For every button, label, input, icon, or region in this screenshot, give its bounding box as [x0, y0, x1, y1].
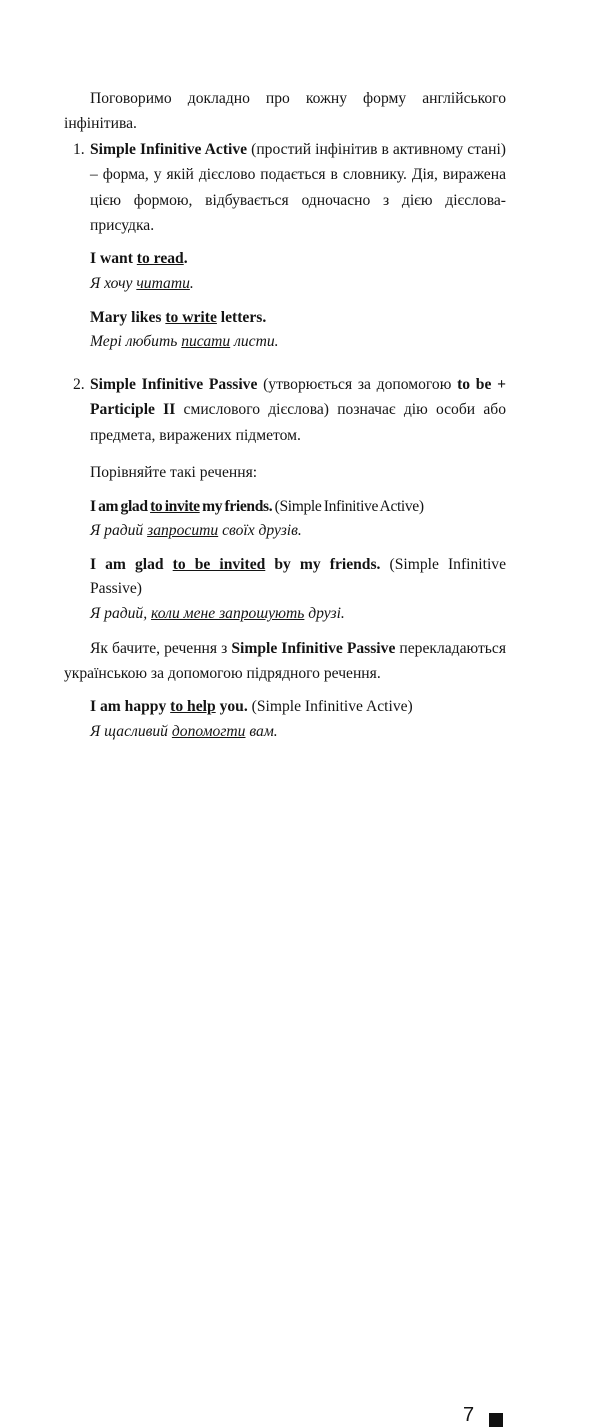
spacer [64, 355, 506, 372]
example-en-after: my friends [199, 497, 269, 515]
example-uk-before: Я радий [90, 522, 148, 540]
example-en-parenthetical: (Simple Infinitive Active) [272, 497, 424, 515]
example-uk-after: друзі. [304, 605, 345, 622]
example-en-underlined: to be invited [172, 555, 266, 573]
definition-text: (простий інфінітив в активному стані) – форма, у якій дієслово подається в словнику. Дія, виражена цією формою, відбувається одночасно з дією дієслова-присудка. [90, 140, 506, 235]
spacer [64, 627, 506, 636]
example-uk-after: своїх друзів. [218, 522, 302, 540]
example-ukrainian [64, 272, 506, 297]
example-ukrainian [64, 602, 506, 627]
term-simple-infinitive-passive: Simple Infinitive Passive [231, 639, 396, 657]
list-item [64, 137, 506, 239]
example-en-after: letters. [216, 308, 267, 326]
conclusion-part-1: Як бачите, речення з [90, 639, 232, 657]
compare-lead: Порівняйте такі речення: [90, 464, 258, 482]
list-number: 1. [73, 140, 85, 158]
list-item [64, 372, 506, 448]
spacer [64, 448, 506, 461]
example-uk-underlined: запросити [147, 522, 219, 540]
definition-part-1: (утворюється за допомогою [257, 375, 458, 393]
example-uk-after: вам. [245, 723, 278, 740]
term-to-be-participle-ii: to be + Participle II [90, 375, 506, 419]
intro-paragraph: Поговоримо докладно про кожну форму англійського інфінітива. [64, 90, 506, 133]
term-simple-infinitive-active: Simple Infinitive Active [90, 140, 248, 158]
example-en-before: I want [90, 250, 137, 268]
example-en-period: . [268, 497, 273, 515]
example-ukrainian [64, 519, 506, 544]
folio-square-marker [489, 1413, 503, 1427]
spacer [64, 238, 506, 247]
spacer [64, 297, 506, 306]
page-number: 7 [463, 1404, 475, 1426]
example-en-underlined: to write [165, 308, 217, 326]
conclusion-part-2: перекладаються українською за допомогою підрядного речення. [64, 639, 507, 682]
example-ukrainian [64, 330, 506, 355]
page-footer [0, 700, 600, 1426]
text-column [64, 86, 506, 745]
example-uk-before: Я радий, [90, 605, 152, 622]
example-english [64, 553, 506, 602]
example-en-period: . [376, 555, 381, 573]
example-en-before: Mary likes [90, 308, 166, 326]
example-uk-underlined: допомогти [171, 723, 246, 740]
example-en-before: I am happy [90, 698, 171, 716]
example-en-before: I am glad [90, 555, 173, 573]
spacer [64, 486, 506, 495]
example-uk-underlined: читати [136, 275, 190, 293]
conclusion-paragraph [64, 636, 506, 687]
example-en-underlined: to read [136, 250, 184, 268]
example-uk-before: Я щасливий [90, 723, 172, 740]
example-uk-after: . [189, 275, 194, 293]
example-en-after: by my friends [265, 555, 377, 573]
example-en-after: . [183, 250, 188, 268]
example-uk-underlined: писати [181, 333, 231, 351]
spacer [64, 544, 506, 553]
spacer [64, 686, 506, 695]
example-uk-after: листи. [230, 333, 279, 351]
example-english [64, 495, 506, 520]
example-english [64, 247, 506, 272]
definition-part-2: смислового дієслова) позначає дію особи або предмета, виражених підметом. [90, 401, 507, 444]
example-uk-underlined: коли мене запрошують [151, 605, 305, 622]
example-en-before: I am glad [90, 497, 151, 515]
example-uk-before: Я хочу [90, 275, 137, 293]
example-en-period: . [243, 698, 248, 716]
example-en-underlined: to help [170, 698, 216, 716]
example-en-underlined: to invite [150, 497, 200, 515]
example-uk-before: Мері любить [90, 333, 182, 351]
example-en-parenthetical: (Simple Infinitive Passive) [90, 555, 506, 598]
example-en-parenthetical: (Simple Infinitive Active) [247, 698, 413, 716]
term-simple-infinitive-passive: Simple Infinitive Passive [90, 375, 258, 393]
list-number: 2. [73, 375, 85, 393]
example-english [64, 306, 506, 331]
example-en-after: you [215, 698, 244, 716]
